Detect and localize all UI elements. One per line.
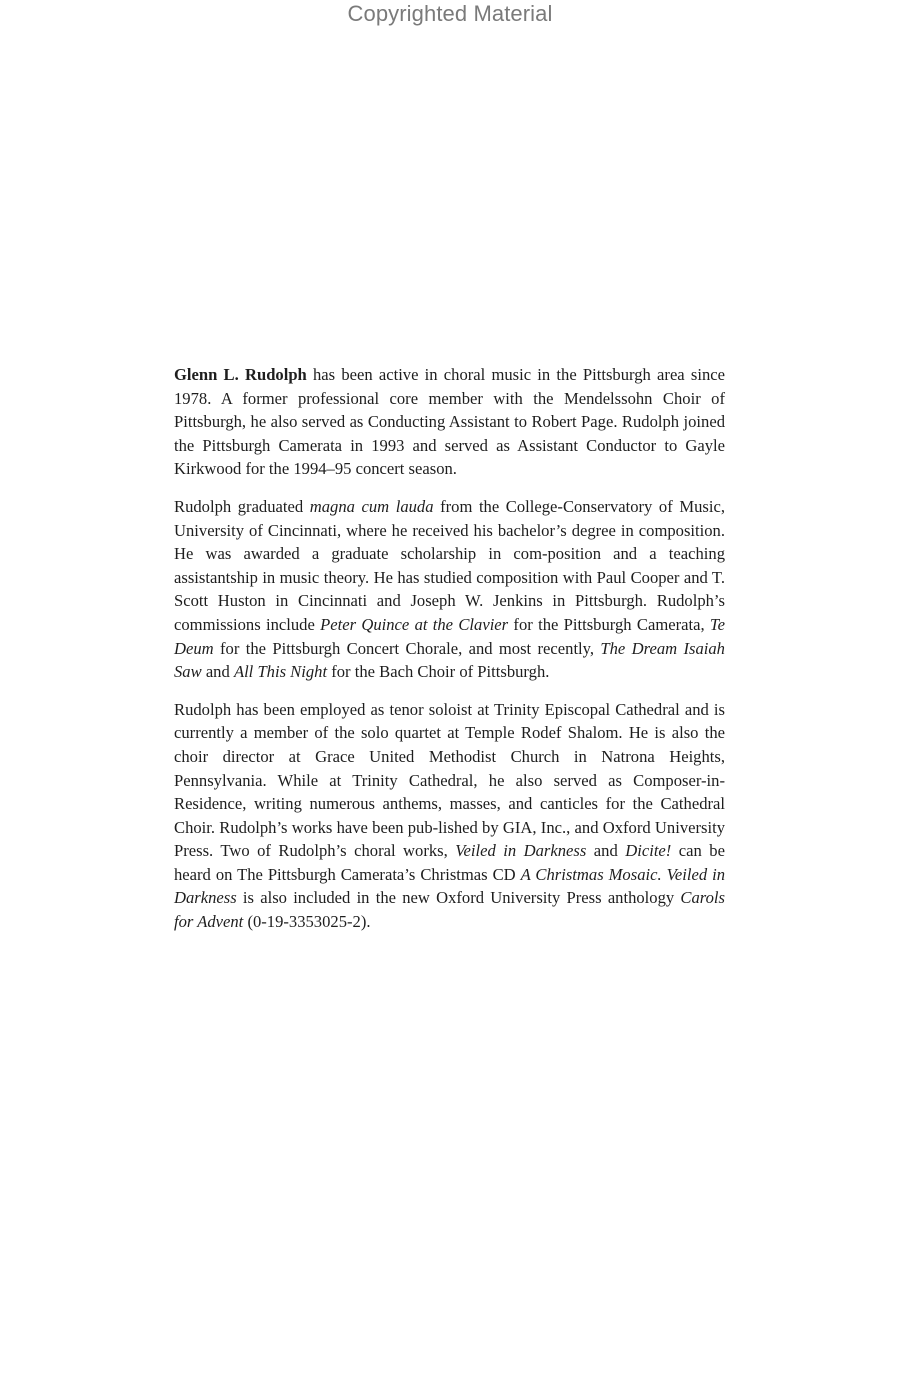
work-title: Veiled in Darkness: [455, 841, 587, 861]
work-title: All This Night: [233, 662, 328, 682]
bio-text-run: Rudolph has been employed as tenor soloist at Trinity Episcopal Cathedral and is currently a member of the solo quartet at Temple Rodef Shalom. He is also the choir director at Grace United Methodist Church in Natrona Heights, Pennsylvania. While at Trinity Cathedral, he also served as Composer-in-Residence, writing numerous anthems, masses, and canticles for the Cathedral Choir. Rudolph’s works have been pub-lished by GIA, Inc., and Oxford University Press. Two of Rudolph’s choral works,: [174, 699, 725, 861]
bio-text-run: can be heard on The Pittsburgh Camerata’s Christmas CD: [174, 841, 725, 884]
bio-paragraph-1: [174, 363, 725, 481]
copyright-watermark: Copyrighted Material: [347, 1, 553, 26]
author-name: Glenn L. Rudolph: [174, 365, 307, 384]
work-title: Te Deum: [174, 614, 725, 658]
work-title: Peter Quince at the Clavier: [320, 614, 509, 634]
work-title: Dicite!: [625, 841, 672, 861]
bio-text-run: for the Bach Choir of Pittsburgh.: [327, 662, 550, 682]
bio-paragraph-1-text: has been active in choral music in the Pittsburgh area since 1978. A former professional core member with the Mendelssohn Choir of Pittsburgh, he also served as Conducting Assistant to Robert Page. Rudolph joined the Pittsburgh Camerata in 1993 and served as Assistant Conductor to Gayle Kirkwood for the 1994–95 concert season.: [174, 365, 725, 479]
bio-italic-run: magna cum lauda: [309, 496, 434, 516]
bio-text-run: is also included in the new Oxford University Press anthology: [236, 888, 681, 908]
biography-text: [174, 363, 725, 948]
bio-text-run: and: [201, 662, 234, 682]
work-title: A Christmas Mosaic. Veiled in Darkness: [174, 864, 725, 908]
bio-text-run: from the College-Conservatory of Music, University of Cincinnati, where he received his bachelor’s degree in composition. He was awarded a graduate scholarship in com-position and a teaching assistantship in music theory. He has studied composition with Paul Cooper and T. Scott Huston in Cincinnati and Joseph W. Jenkins in Pittsburgh. Rudolph’s commissions include: [174, 496, 725, 634]
bio-text-run: Rudolph graduated: [174, 496, 310, 516]
bio-text-run: for the Pittsburgh Concert Chorale, and most recently,: [213, 638, 601, 658]
work-title: Carols for Advent: [174, 888, 725, 932]
bio-paragraph-2: [174, 495, 725, 684]
work-title: The Dream Isaiah Saw: [174, 638, 725, 682]
bio-text-run: for the Pittsburgh Camerata,: [508, 614, 710, 634]
bio-paragraph-3: [174, 698, 725, 934]
bio-text-run: and: [586, 841, 626, 861]
bio-text-run: (0-19-3353025-2).: [243, 912, 371, 932]
